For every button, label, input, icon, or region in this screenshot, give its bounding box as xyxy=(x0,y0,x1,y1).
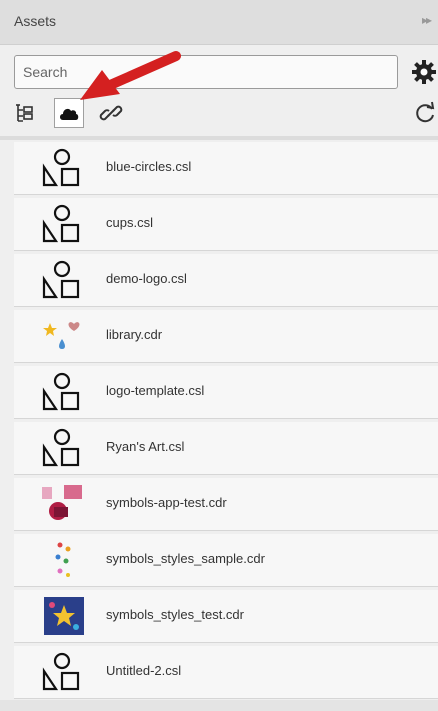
list-item[interactable] xyxy=(14,478,438,531)
list-item[interactable] xyxy=(14,366,438,419)
search-input[interactable] xyxy=(14,55,398,89)
refresh-icon[interactable] xyxy=(412,100,438,126)
list-item[interactable] xyxy=(14,310,438,363)
asset-name: cups.csl xyxy=(106,215,153,230)
symbols-app-thumbnail xyxy=(40,483,88,525)
asset-name: symbols_styles_test.cdr xyxy=(106,607,244,622)
list-item[interactable] xyxy=(14,254,438,307)
symbols-sample-thumbnail xyxy=(40,539,88,581)
asset-name: Untitled-2.csl xyxy=(106,663,182,678)
double-chevron-right-icon[interactable]: ▸▸ xyxy=(421,13,430,27)
symbol-shapes-icon xyxy=(40,651,88,693)
folder-tree-icon[interactable] xyxy=(10,98,40,128)
asset-name: library.cdr xyxy=(106,327,163,342)
asset-name: demo-logo.csl xyxy=(106,271,187,286)
asset-name: Ryan's Art.csl xyxy=(106,439,185,454)
panel-title: Assets xyxy=(14,13,57,29)
list-item[interactable] xyxy=(14,646,438,699)
list-item[interactable] xyxy=(14,534,438,587)
list-item[interactable] xyxy=(14,422,438,475)
symbol-shapes-icon xyxy=(40,147,88,189)
asset-name: symbols-app-test.cdr xyxy=(106,495,227,510)
list-item[interactable] xyxy=(14,198,438,251)
symbol-shapes-icon xyxy=(40,259,88,301)
red-arrow-icon xyxy=(74,48,184,106)
asset-name: blue-circles.csl xyxy=(106,159,192,174)
asset-name: symbols_styles_sample.cdr xyxy=(106,551,265,566)
library-thumbnail xyxy=(40,315,88,357)
asset-list xyxy=(14,142,438,702)
list-item[interactable] xyxy=(14,142,438,195)
panel-footer xyxy=(0,700,438,711)
toolbar-divider xyxy=(0,136,438,140)
gear-icon[interactable] xyxy=(410,58,438,86)
list-item[interactable] xyxy=(14,590,438,643)
symbol-shapes-icon xyxy=(40,203,88,245)
symbol-shapes-icon xyxy=(40,371,88,413)
panel-titlebar xyxy=(0,0,438,45)
symbols-test-thumbnail xyxy=(40,595,88,637)
symbol-shapes-icon xyxy=(40,427,88,469)
asset-name: logo-template.csl xyxy=(106,383,205,398)
